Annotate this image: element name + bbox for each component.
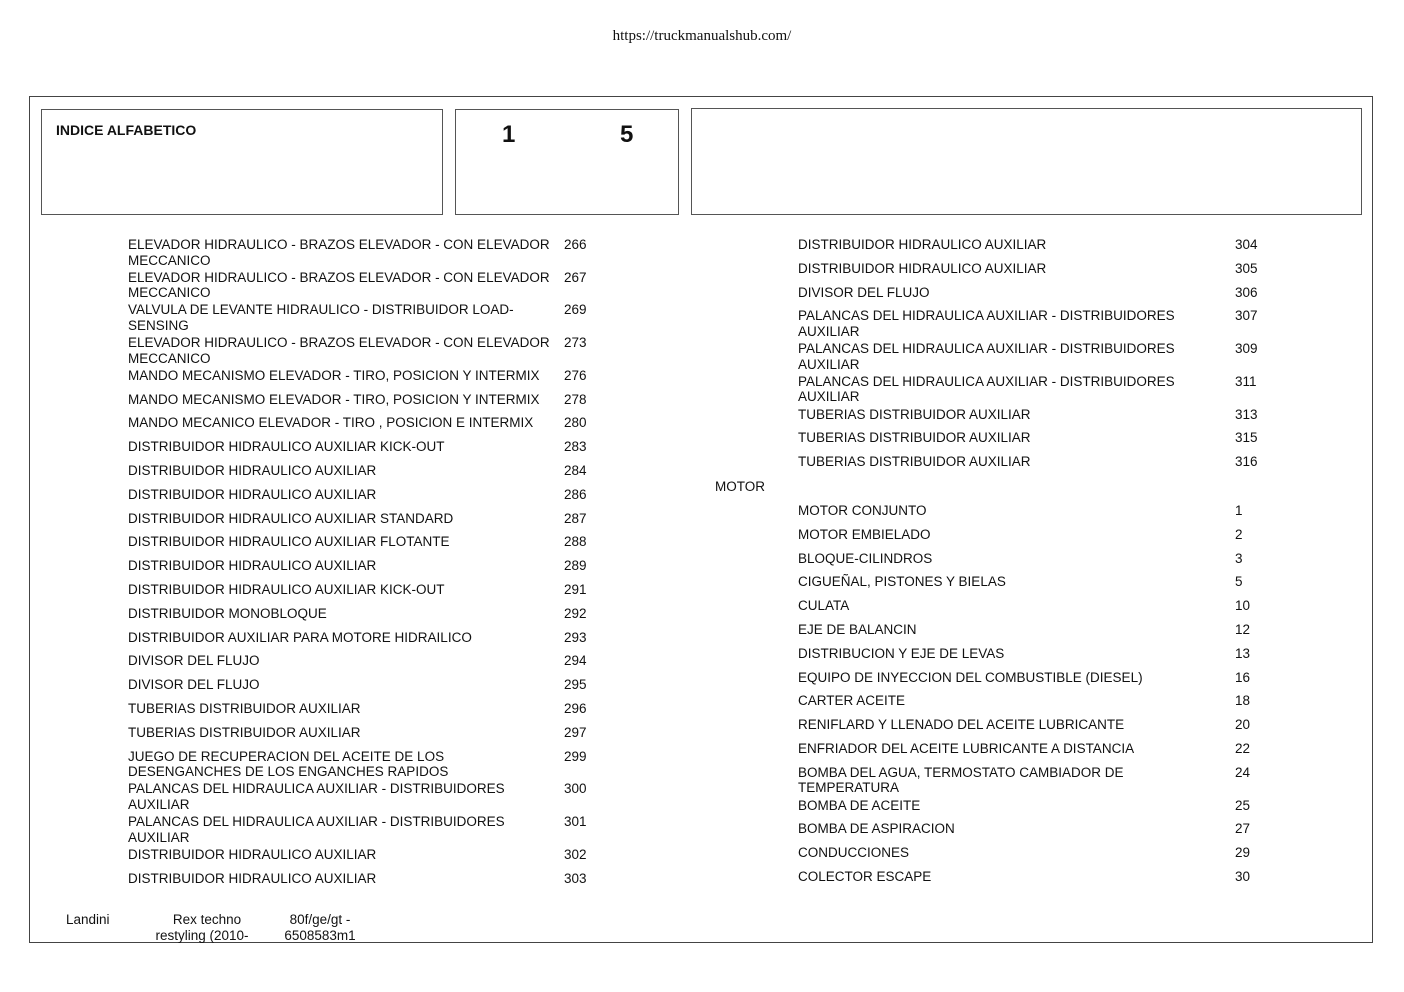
index-entry-page: 306 [1235, 284, 1258, 300]
index-entry-title: CARTER ACEITE [798, 693, 906, 709]
index-entry-page: 5 [1235, 574, 1243, 590]
index-entry-title: BOMBA DE ACEITE [798, 797, 921, 813]
index-entry-title: DISTRIBUIDOR HIDRAULICO AUXILIAR [798, 237, 1047, 252]
index-entry-page: 293 [564, 629, 587, 645]
section-heading-motor: MOTOR [715, 479, 765, 494]
index-entry-title: DISTRIBUIDOR HIDRAULICO AUXILIAR [128, 870, 377, 886]
index-entry-page: 18 [1235, 693, 1251, 709]
index-entry-title: TUBERIAS DISTRIBUIDOR AUXILIAR [798, 430, 1031, 446]
index-entry-page: 289 [564, 558, 587, 574]
index-entry-page: 303 [564, 870, 587, 886]
index-entry-title: DISTRIBUIDOR HIDRAULICO AUXILIAR [128, 486, 377, 502]
index-entry-page: 292 [564, 605, 587, 621]
index-entry-page: 295 [564, 677, 587, 693]
index-entry-page: 25 [1235, 797, 1251, 813]
index-entry-title: ENFRIADOR DEL ACEITE LUBRICANTE A DISTANCIA [798, 741, 1135, 756]
index-entry-title: ELEVADOR HIDRAULICO - BRAZOS ELEVADOR - CON ELEVADOR MECCANICO [128, 335, 550, 366]
numbers-box [455, 109, 679, 215]
index-entry-title: PALANCAS DEL HIDRAULICA AUXILIAR - DISTRIBUIDORES AUXILIAR [128, 814, 505, 845]
index-entry-title: DISTRIBUCION Y EJE DE LEVAS [798, 645, 1005, 661]
index-entry-page: 280 [564, 415, 587, 431]
index-entry-page: 16 [1235, 669, 1251, 685]
index-entry-title: TUBERIAS DISTRIBUIDOR AUXILIAR [798, 454, 1031, 470]
index-entry-page: 305 [1235, 260, 1258, 276]
index-entry-title: PALANCAS DEL HIDRAULICA AUXILIAR - DISTRIBUIDORES AUXILIAR [798, 308, 1175, 339]
footer-model-line2: restyling (2010- [155, 928, 249, 943]
index-entry-title: DISTRIBUIDOR AUXILIAR PARA MOTORE HIDRAILICO [128, 629, 472, 645]
index-entry-page: 12 [1235, 622, 1251, 637]
index-entry-page: 299 [564, 748, 587, 764]
index-entry-title: PALANCAS DEL HIDRAULICA AUXILIAR - DISTRIBUIDORES AUXILIAR [798, 373, 1175, 405]
index-entry-page: 283 [564, 439, 587, 455]
index-entry-page: 287 [564, 510, 587, 526]
footer-code-line1: 80f/ge/gt - [289, 912, 351, 927]
title-box [41, 109, 443, 215]
index-entry-page: 284 [564, 463, 587, 478]
index-entry-page: 24 [1235, 764, 1251, 780]
index-entry-page: 311 [1235, 373, 1257, 389]
index-entry-page: 20 [1235, 717, 1251, 733]
index-entry-page: 304 [1235, 237, 1258, 252]
index-entry-page: 267 [564, 269, 587, 285]
index-entry-page: 309 [1235, 341, 1258, 357]
index-entry-page: 2 [1235, 526, 1243, 542]
index-entry-page: 294 [564, 653, 587, 669]
index-entry-page: 278 [564, 391, 587, 407]
section-number-2: 5 [620, 121, 634, 148]
index-entry-page: 1 [1235, 503, 1243, 518]
index-entry-page: 316 [1235, 454, 1258, 470]
index-entry-title: DISTRIBUIDOR MONOBLOQUE [128, 605, 327, 621]
index-entry-title: VALVULA DE LEVANTE HIDRAULICO - DISTRIBUIDOR LOAD-SENSING [128, 302, 514, 333]
footer-code-line2: 6508583m1 [284, 928, 356, 943]
index-entry-title: MANDO MECANISMO ELEVADOR - TIRO, POSICION Y INTERMIX [128, 391, 540, 407]
index-entry-page: 313 [1235, 406, 1258, 422]
index-entry-page: 3 [1235, 550, 1243, 566]
index-entry-title: DISTRIBUIDOR HIDRAULICO AUXILIAR [128, 846, 377, 862]
index-entry-title: BLOQUE-CILINDROS [798, 550, 933, 566]
index-entry-title: DISTRIBUIDOR HIDRAULICO AUXILIAR KICK-OUT [128, 582, 445, 597]
index-entry-page: 30 [1235, 868, 1251, 884]
index-entry-title: DISTRIBUIDOR HIDRAULICO AUXILIAR [128, 558, 377, 574]
index-entry-page: 13 [1235, 645, 1251, 661]
index-entry-title: DISTRIBUIDOR HIDRAULICO AUXILIAR [798, 260, 1047, 276]
footer-model-line1: Rex techno [172, 912, 242, 927]
index-entry-title: TUBERIAS DISTRIBUIDOR AUXILIAR [128, 701, 361, 716]
index-entry-page: 273 [564, 335, 587, 351]
index-entry-title: CULATA [798, 598, 850, 614]
index-entry-page: 296 [564, 701, 587, 716]
footer-brand: Landini [66, 912, 110, 927]
index-entry-title: ELEVADOR HIDRAULICO - BRAZOS ELEVADOR - CON ELEVADOR MECCANICO [128, 269, 550, 301]
index-entry-title: COLECTOR ESCAPE [798, 868, 932, 884]
index-entry-title: DISTRIBUIDOR HIDRAULICO AUXILIAR KICK-OUT [128, 439, 445, 455]
index-entry-title: EQUIPO DE INYECCION DEL COMBUSTIBLE (DIESEL) [798, 669, 1143, 685]
index-entry-title: DISTRIBUIDOR HIDRAULICO AUXILIAR [128, 463, 377, 478]
index-entry-title: DIVISOR DEL FLUJO [128, 677, 260, 693]
index-entry-title: DIVISOR DEL FLUJO [798, 284, 930, 300]
index-entry-page: 29 [1235, 845, 1251, 861]
index-entry-page: 297 [564, 724, 587, 740]
index-entry-title: DIVISOR DEL FLUJO [128, 653, 260, 669]
index-entry-title: MOTOR CONJUNTO [798, 503, 927, 518]
index-entry-title: RENIFLARD Y LLENADO DEL ACEITE LUBRICANTE [798, 717, 1125, 733]
index-entry-title: MANDO MECANICO ELEVADOR - TIRO , POSICION E INTERMIX [128, 415, 534, 431]
index-entry-page: 315 [1235, 430, 1258, 446]
index-entry-title: BOMBA DE ASPIRACION [798, 821, 955, 837]
index-title: INDICE ALFABETICO [56, 122, 197, 138]
index-entry-page: 22 [1235, 741, 1251, 756]
index-entry-title: TUBERIAS DISTRIBUIDOR AUXILIAR [128, 724, 361, 740]
index-entry-title: CONDUCCIONES [798, 845, 910, 861]
header-empty-box [691, 108, 1362, 215]
index-entry-title: MOTOR EMBIELADO [798, 526, 931, 542]
index-entry-title: PALANCAS DEL HIDRAULICA AUXILIAR - DISTRIBUIDORES AUXILIAR [128, 781, 505, 812]
index-entry-page: 266 [564, 237, 587, 252]
index-entry-title: PALANCAS DEL HIDRAULICA AUXILIAR - DISTRIBUIDORES AUXILIAR [798, 341, 1175, 372]
index-entry-page: 302 [564, 846, 587, 862]
index-entry-title: EJE DE BALANCIN [798, 622, 917, 637]
index-entry-page: 291 [564, 582, 587, 597]
section-number-1: 1 [502, 121, 516, 148]
index-entry-page: 286 [564, 486, 587, 502]
index-entry-title: TUBERIAS DISTRIBUIDOR AUXILIAR [798, 406, 1031, 422]
index-entry-page: 300 [564, 781, 587, 797]
index-entry-title: MANDO MECANISMO ELEVADOR - TIRO, POSICION Y INTERMIX [128, 367, 540, 383]
index-entry-page: 269 [564, 302, 587, 318]
index-entry-page: 288 [564, 534, 587, 550]
index-entry-page: 10 [1235, 598, 1251, 614]
index-entry-title: JUEGO DE RECUPERACION DEL ACEITE DE LOS DESENGANCHES DE LOS ENGANCHES RAPIDOS [128, 748, 449, 780]
index-entry-title: DISTRIBUIDOR HIDRAULICO AUXILIAR STANDARD [128, 510, 454, 526]
index-entry-page: 276 [564, 367, 587, 383]
index-entry-title: BOMBA DEL AGUA, TERMOSTATO CAMBIADOR DE TEMPERATURA [798, 764, 1124, 796]
index-entry-title: DISTRIBUIDOR HIDRAULICO AUXILIAR FLOTANTE [128, 534, 450, 550]
index-entry-page: 301 [564, 814, 587, 829]
source-url: https://truckmanualshub.com/ [612, 28, 792, 44]
index-entry-page: 27 [1235, 821, 1251, 837]
index-entry-title: ELEVADOR HIDRAULICO - BRAZOS ELEVADOR - CON ELEVADOR MECCANICO [128, 237, 550, 268]
index-entry-page: 307 [1235, 308, 1258, 324]
index-entry-title: CIGUEÑAL, PISTONES Y BIELAS [798, 574, 1006, 590]
